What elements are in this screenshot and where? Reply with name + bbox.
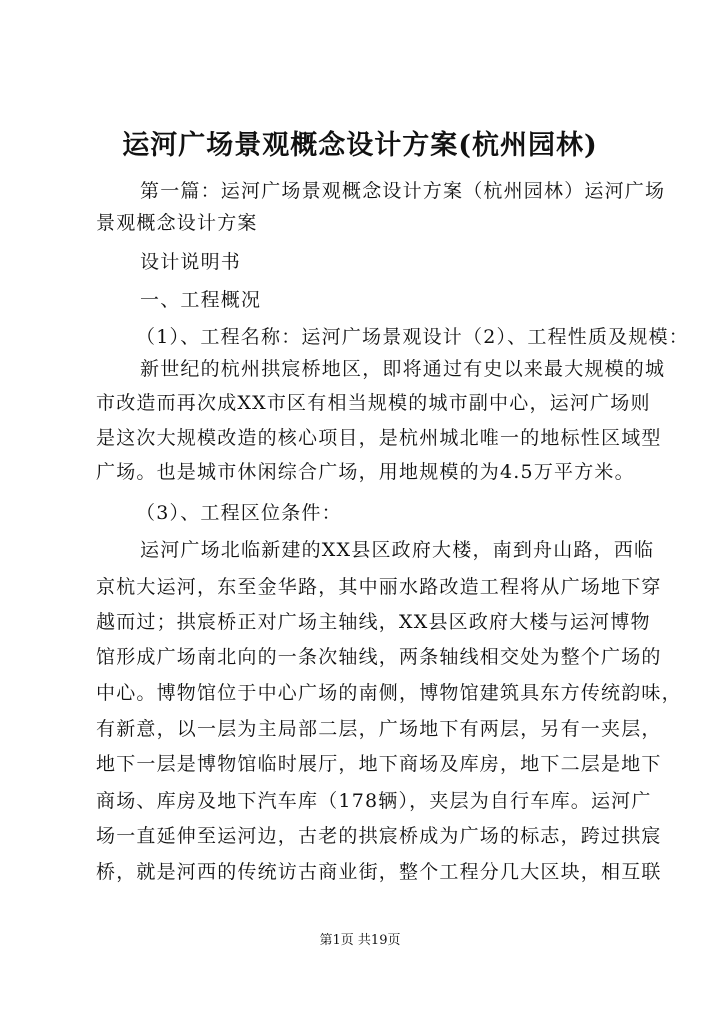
text-line: 设计说明书 — [140, 251, 242, 273]
text-line: 景观概念设计方案 — [96, 212, 258, 234]
text-line: 馆形成广场南北向的一条次轴线，两条轴线相交处为整个广场的 — [96, 646, 662, 668]
text-line: 广场。也是城市休闲综合广场，用地规模的为4.5万平方米。 — [96, 461, 635, 483]
text-line: （3）、工程区位条件： — [136, 502, 342, 524]
text-line: （1）、工程名称：运河广场景观设计（2）、工程性质及规模： — [136, 326, 689, 348]
text-line: 京杭大运河，东至金华路，其中丽水路改造工程将从广场地下穿 — [96, 576, 662, 598]
text-line: 一、工程概况 — [140, 289, 262, 311]
text-line: 运河广场北临新建的XX县区政府大楼，南到舟山路，西临 — [140, 539, 655, 561]
text-line: 商场、库房及地下汽车库（178辆），夹层为自行车库。运河广 — [96, 790, 652, 812]
text-line: 有新意，以一层为主局部二层，广场地下有两层，另有一夹层， — [96, 718, 662, 740]
text-line: 越而过；拱宸桥正对广场主轴线，XX县区政府大楼与运河博物 — [96, 611, 651, 633]
text-line: 桥，就是河西的传统访古商业街，整个工程分几大区块，相互联 — [96, 861, 662, 883]
text-line: 地下一层是博物馆临时展厅，地下商场及库房，地下二层是地下 — [96, 753, 662, 775]
document-title: 运河广场景观概念设计方案(杭州园林) — [122, 130, 598, 161]
page-number-footer: 第1页 共19页 — [319, 933, 401, 948]
text-line: 第一篇：运河广场景观概念设计方案（杭州园林）运河广场 — [140, 180, 666, 202]
text-line: 是这次大规模改造的核心项目，是杭州城北唯一的地标性区域型 — [96, 427, 662, 449]
text-line: 新世纪的杭州拱宸桥地区，即将通过有史以来最大规模的城 — [140, 358, 666, 380]
text-line: 中心。博物馆位于中心广场的南侧，博物馆建筑具东方传统韵味， — [96, 682, 682, 704]
text-line: 场一直延伸至运河边，古老的拱宸桥成为广场的标志，跨过拱宸 — [96, 825, 662, 847]
text-line: 市改造而再次成XX市区有相当规模的城市副中心，运河广场则 — [96, 392, 651, 414]
